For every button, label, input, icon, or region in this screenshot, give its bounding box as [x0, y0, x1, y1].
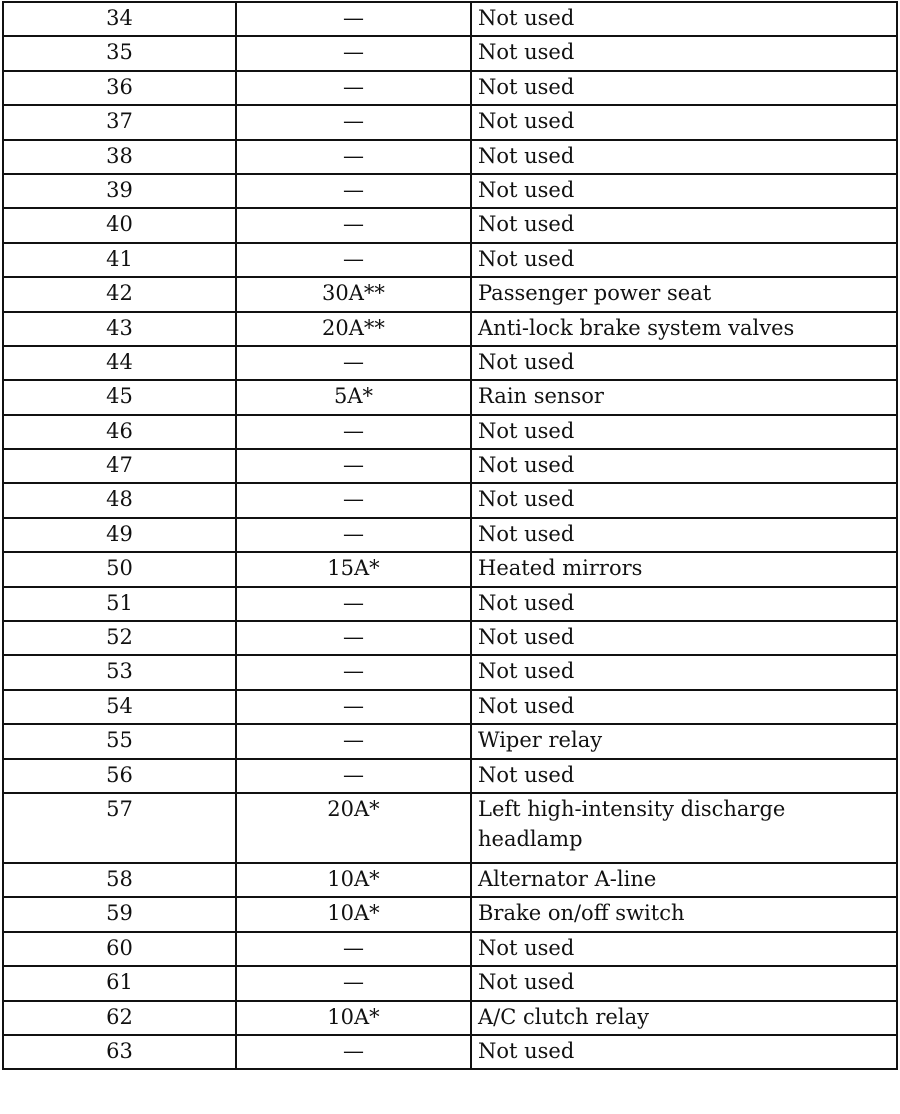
fuse-rating-cell: 30A**: [236, 277, 471, 311]
fuse-rating-cell: —: [236, 724, 471, 758]
circuit-description-cell: Left high-intensity discharge headlamp: [471, 793, 897, 863]
table-row: [3, 621, 897, 655]
fuse-rating-cell: 10A*: [236, 1001, 471, 1035]
fuse-position-cell: 36: [3, 71, 236, 105]
table-row: [3, 552, 897, 586]
table-row: [3, 587, 897, 621]
circuit-description-cell: Not used: [471, 690, 897, 724]
table-row: [3, 312, 897, 346]
fuse-position-cell: 44: [3, 346, 236, 380]
table-row: [3, 483, 897, 517]
fuse-position-cell: 45: [3, 380, 236, 414]
fuse-position-cell: 51: [3, 587, 236, 621]
fuse-position-cell: 40: [3, 208, 236, 242]
circuit-description-cell: Not used: [471, 208, 897, 242]
table-row: [3, 759, 897, 793]
table-row: [3, 208, 897, 242]
fuse-rating-cell: —: [236, 690, 471, 724]
fuse-position-cell: 61: [3, 966, 236, 1000]
fuse-table-container: [2, 1, 898, 1070]
circuit-description-cell: Not used: [471, 759, 897, 793]
table-row: [3, 966, 897, 1000]
fuse-position-cell: 41: [3, 243, 236, 277]
circuit-description-cell: Wiper relay: [471, 724, 897, 758]
fuse-position-cell: 54: [3, 690, 236, 724]
table-row: [3, 243, 897, 277]
circuit-description-cell: Heated mirrors: [471, 552, 897, 586]
fuse-position-cell: 46: [3, 415, 236, 449]
circuit-description-cell: A/C clutch relay: [471, 1001, 897, 1035]
fuse-rating-cell: 20A**: [236, 312, 471, 346]
fuse-rating-cell: 15A*: [236, 552, 471, 586]
fuse-rating-cell: —: [236, 346, 471, 380]
circuit-description-cell: Not used: [471, 71, 897, 105]
fuse-rating-cell: —: [236, 105, 471, 139]
circuit-description-cell: Not used: [471, 2, 897, 36]
fuse-position-cell: 56: [3, 759, 236, 793]
circuit-description-cell: Not used: [471, 140, 897, 174]
table-row: [3, 71, 897, 105]
fuse-rating-cell: 5A*: [236, 380, 471, 414]
fuse-rating-cell: 10A*: [236, 863, 471, 897]
fuse-position-cell: 38: [3, 140, 236, 174]
fuse-position-cell: 57: [3, 793, 236, 863]
fuse-rating-cell: —: [236, 415, 471, 449]
fuse-position-cell: 58: [3, 863, 236, 897]
circuit-description-cell: Not used: [471, 105, 897, 139]
fuse-rating-cell: —: [236, 483, 471, 517]
fuse-position-cell: 52: [3, 621, 236, 655]
circuit-description-cell: Not used: [471, 346, 897, 380]
table-row: [3, 863, 897, 897]
circuit-description-cell: Anti-lock brake system valves: [471, 312, 897, 346]
fuse-position-cell: 34: [3, 2, 236, 36]
fuse-position-cell: 49: [3, 518, 236, 552]
fuse-position-cell: 43: [3, 312, 236, 346]
fuse-rating-cell: —: [236, 71, 471, 105]
fuse-table-body: [3, 2, 897, 1069]
circuit-description-cell: Not used: [471, 449, 897, 483]
table-row: [3, 932, 897, 966]
circuit-description-cell: Not used: [471, 655, 897, 689]
circuit-description-cell: Rain sensor: [471, 380, 897, 414]
circuit-description-cell: Not used: [471, 415, 897, 449]
circuit-description-cell: Not used: [471, 1035, 897, 1069]
table-row: [3, 140, 897, 174]
fuse-rating-cell: —: [236, 518, 471, 552]
fuse-rating-cell: —: [236, 932, 471, 966]
table-row: [3, 277, 897, 311]
table-row: [3, 793, 897, 863]
fuse-rating-cell: —: [236, 2, 471, 36]
fuse-rating-cell: —: [236, 140, 471, 174]
table-row: [3, 449, 897, 483]
fuse-position-cell: 62: [3, 1001, 236, 1035]
fuse-position-cell: 60: [3, 932, 236, 966]
fuse-position-cell: 55: [3, 724, 236, 758]
fuse-rating-cell: —: [236, 759, 471, 793]
circuit-description-cell: Not used: [471, 518, 897, 552]
table-row: [3, 2, 897, 36]
fuse-rating-cell: 10A*: [236, 897, 471, 931]
fuse-position-cell: 63: [3, 1035, 236, 1069]
fuse-position-cell: 37: [3, 105, 236, 139]
circuit-description-cell: Not used: [471, 483, 897, 517]
circuit-description-cell: Not used: [471, 36, 897, 70]
table-row: [3, 1035, 897, 1069]
table-row: [3, 380, 897, 414]
fuse-rating-cell: —: [236, 587, 471, 621]
table-row: [3, 105, 897, 139]
fuse-position-cell: 53: [3, 655, 236, 689]
fuse-rating-cell: —: [236, 655, 471, 689]
fuse-table: [2, 1, 898, 1070]
fuse-rating-cell: —: [236, 208, 471, 242]
fuse-rating-cell: —: [236, 449, 471, 483]
circuit-description-cell: Not used: [471, 243, 897, 277]
table-row: [3, 655, 897, 689]
circuit-description-cell: Alternator A-line: [471, 863, 897, 897]
circuit-description-cell: Not used: [471, 932, 897, 966]
table-row: [3, 1001, 897, 1035]
table-row: [3, 174, 897, 208]
table-row: [3, 346, 897, 380]
circuit-description-cell: Not used: [471, 966, 897, 1000]
circuit-description-cell: Not used: [471, 174, 897, 208]
fuse-rating-cell: —: [236, 1035, 471, 1069]
table-row: [3, 518, 897, 552]
table-row: [3, 415, 897, 449]
circuit-description-cell: Passenger power seat: [471, 277, 897, 311]
fuse-rating-cell: 20A*: [236, 793, 471, 863]
fuse-position-cell: 48: [3, 483, 236, 517]
table-row: [3, 897, 897, 931]
fuse-rating-cell: —: [236, 966, 471, 1000]
circuit-description-cell: Brake on/off switch: [471, 897, 897, 931]
fuse-rating-cell: —: [236, 174, 471, 208]
circuit-description-cell: Not used: [471, 621, 897, 655]
fuse-rating-cell: —: [236, 621, 471, 655]
fuse-rating-cell: —: [236, 36, 471, 70]
fuse-position-cell: 42: [3, 277, 236, 311]
fuse-position-cell: 47: [3, 449, 236, 483]
circuit-description-cell: Not used: [471, 587, 897, 621]
table-row: [3, 690, 897, 724]
fuse-rating-cell: —: [236, 243, 471, 277]
table-row: [3, 36, 897, 70]
fuse-position-cell: 39: [3, 174, 236, 208]
fuse-position-cell: 35: [3, 36, 236, 70]
table-row: [3, 724, 897, 758]
fuse-position-cell: 59: [3, 897, 236, 931]
fuse-position-cell: 50: [3, 552, 236, 586]
